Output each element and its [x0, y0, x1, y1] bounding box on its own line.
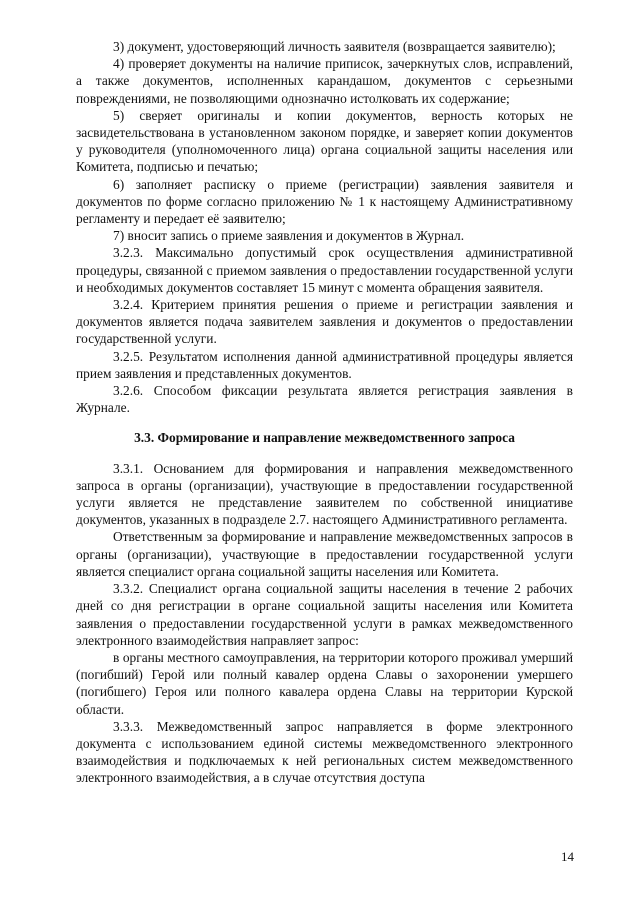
paragraph-item-4: 4) проверяет документы на наличие приписок, зачеркнутых слов, исправлений, а также документов, исполненных карандашом, документов с серьезными повреждениями, не позволяющими однозначно истолковать их содержание; — [76, 56, 573, 106]
paragraph-3-3-1: 3.3.1. Основанием для формирования и направления межведомственного запроса в органы (организации), участвующие в предоставлении государственной услуги является не представление заявителем по собственной инициативе документов, указанных в подразделе 2.7. настоящего Административного регламента. — [76, 460, 573, 528]
document-body — [76, 38, 573, 787]
paragraph-3-2-4: 3.2.4. Критерием принятия решения о приеме и регистрации заявления и документов является подача заявителем заявления и документов о предоставлении государственной услуги. — [76, 297, 573, 347]
paragraph-item-5: 5) сверяет оригиналы и копии документов, верность которых не засвидетельствована в установленном законом порядке, и заверяет копии документов у руководителя (уполномоченного лица) органа социальной защиты населения или Комитета, подписью и печатью; — [76, 107, 573, 175]
section-heading: 3.3. Формирование и направление межведомственного запроса — [134, 430, 515, 446]
page-number: 14 — [561, 849, 574, 864]
paragraph-3-2-5: 3.2.5. Результатом исполнения данной административной процедуры является прием заявления и представленных документов. — [76, 348, 573, 381]
paragraph-item-6: 6) заполняет расписку о приеме (регистрации) заявления заявителя и документов по форме согласно приложению № 1 к настоящему Административному регламенту и передает её заявителю; — [76, 176, 573, 227]
paragraph-3-3-2: 3.3.2. Специалист органа социальной защиты населения в течение 2 рабочих дней со дня регистрации в органе социальной защиты населения или Комитета заявления о предоставлении государственной услуги в рамках межведомственного электронного взаимодействия направляет запрос: — [76, 581, 573, 648]
paragraph-item-3: 3) документ, удостоверяющий личность заявителя (возвращается заявителю); — [113, 39, 556, 54]
paragraph-responsible: Ответственным за формирование и направление межведомственных запросов в органы (организации), участвующие в предоставлении государственной услуги является специалист органа социальной защиты населения или Комитета. — [76, 529, 573, 579]
paragraph-local-authorities: в органы местного самоуправления, на территории которого проживал умерший (погибший) Герой или полный кавалер ордена Славы о захоронении умершего (погибшего) Героя или полного кавалера ордена Славы на территории Курской области. — [76, 649, 573, 717]
paragraph-3-3-3: 3.3.3. Межведомственный запрос направляется в форме электронного документа с использованием единой системы межведомственного электронного взаимодействия и подключаемых к ней региональных систем межведомственного электронного взаимодействия, а в случае отсутствия доступа — [76, 718, 573, 786]
paragraph-item-7: 7) вносит запись о приеме заявления и документов в Журнал. — [113, 228, 465, 244]
paragraph-3-2-6: 3.2.6. Способом фиксации результата является регистрация заявления в Журнале. — [76, 383, 573, 416]
paragraph-3-2-3: 3.2.3. Максимально допустимый срок осуществления административной процедуры, связанной с приемом заявления о предоставлении государственной услуги и необходимых документов составляет 15 минут с момента обращения заявителя. — [76, 245, 573, 295]
